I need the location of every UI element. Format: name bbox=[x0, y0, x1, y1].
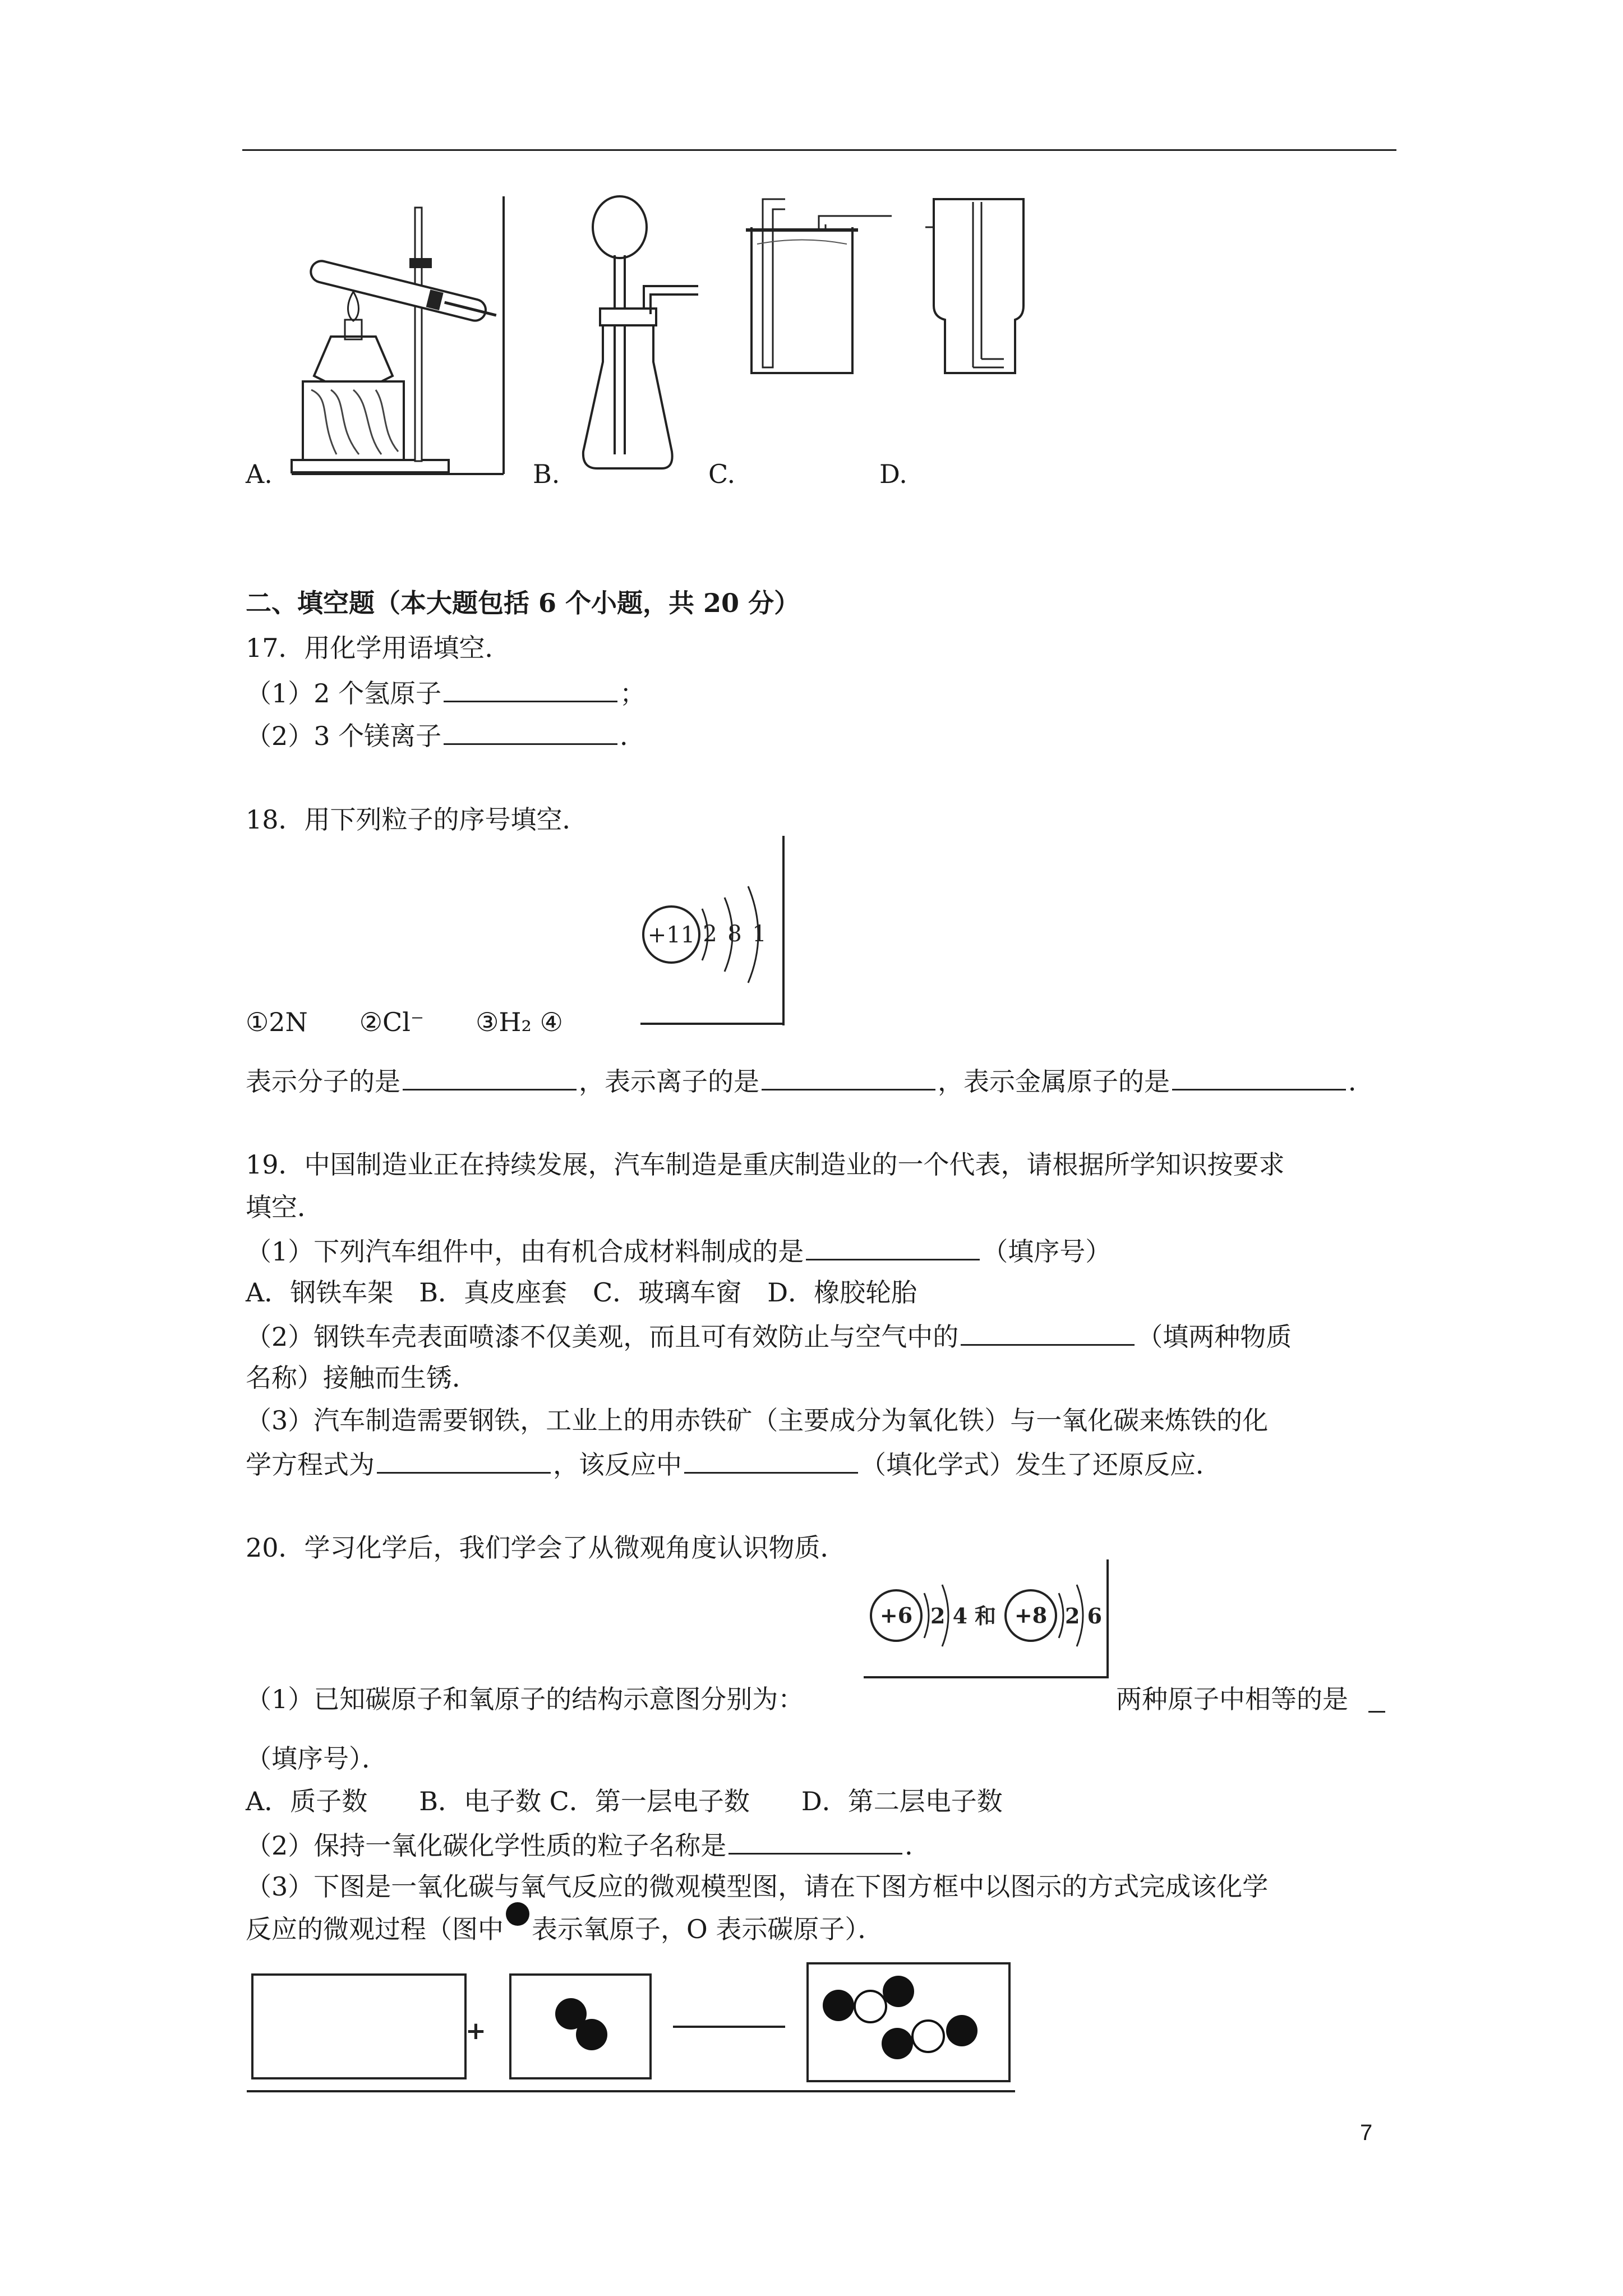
q18-answer2-text: ，表示离子的是 bbox=[579, 1066, 759, 1097]
header-rule bbox=[242, 149, 1396, 151]
option-b-label: B. bbox=[533, 459, 560, 489]
option-a-label: A. bbox=[246, 459, 273, 489]
q19-stem-line2: 填空． bbox=[246, 1192, 323, 1222]
q20-part2-text: （2）保持一氧化碳化学性质的粒子名称是 bbox=[246, 1830, 727, 1861]
answer-drawing-box bbox=[252, 1975, 465, 2078]
q19-part1-end: （填序号） bbox=[982, 1236, 1112, 1267]
reaction-model-diagram bbox=[247, 1961, 1021, 2095]
oxygen-atom bbox=[823, 1990, 854, 2021]
q18-ion-blank[interactable] bbox=[762, 1063, 935, 1091]
q20-part2-end: ． bbox=[905, 1830, 931, 1861]
carbon-atom bbox=[912, 2021, 944, 2052]
q20-part1-text: （1）已知碳原子和氧原子的结构示意图分别为： bbox=[246, 1684, 804, 1714]
q18-answer3-text: ，表示金属原子的是 bbox=[938, 1066, 1170, 1097]
nucleus-charge: +11 bbox=[647, 922, 695, 948]
oxygen-atom bbox=[883, 1976, 914, 2007]
q19-part3-line2 bbox=[246, 1446, 1221, 1481]
q18-answers bbox=[246, 1063, 1374, 1098]
option-c-label: C. bbox=[708, 459, 736, 489]
q20-stem: 20．学习化学后，我们学会了从微观角度认识物质． bbox=[246, 1533, 846, 1563]
carbon-atom bbox=[855, 1991, 886, 2022]
oxygen-shells: 2 6 bbox=[1064, 1603, 1103, 1628]
q19-formula-blank[interactable] bbox=[684, 1446, 858, 1474]
option-d-label: D. bbox=[879, 459, 907, 489]
q20-part1-options: A．质子数 B．电子数 C．第一层电子数 D．第二层电子数 bbox=[246, 1786, 1003, 1816]
sodium-atom-diagram bbox=[640, 836, 786, 1027]
q17-part1 bbox=[246, 675, 645, 710]
q18-molecule-blank[interactable] bbox=[403, 1063, 577, 1091]
q20-part1-equal: 两种原子中相等的是 bbox=[1116, 1684, 1348, 1714]
q19-part3-line1: （3）汽车制造需要钢铁，工业上的用赤铁矿（主要成分为氧化铁）与一氧化碳来炼铁的化 bbox=[246, 1405, 1269, 1435]
q19-part3-text: 学方程式为 bbox=[246, 1450, 375, 1480]
q17-part1-blank[interactable] bbox=[444, 675, 617, 702]
q20-part2-blank[interactable] bbox=[728, 1827, 902, 1855]
q20-part1-blank[interactable] bbox=[1368, 1711, 1385, 1713]
oxygen-atom bbox=[882, 2028, 913, 2059]
q20-part2 bbox=[246, 1827, 930, 1862]
diagram-joiner: 和 bbox=[974, 1603, 997, 1628]
q17-part1-text: （1）2 个氢原子 bbox=[246, 678, 442, 708]
apparatus-c-figure bbox=[740, 194, 897, 379]
q18-stem: 18．用下列粒子的序号填空． bbox=[246, 804, 588, 835]
q20-part3-line1: （3）下图是一氧化碳与氧气反应的微观模型图，请在下图方框中以图示的方式完成该化学 bbox=[246, 1871, 1269, 1902]
q17-part2 bbox=[246, 717, 645, 753]
shell-3-count: 1 bbox=[752, 921, 767, 947]
q19-part2-blank[interactable] bbox=[961, 1318, 1135, 1346]
shell-1-count: 2 bbox=[703, 921, 717, 947]
q17-part1-end: ； bbox=[620, 678, 646, 708]
apparatus-d-figure bbox=[925, 194, 1026, 379]
q18-metal-atom-blank[interactable] bbox=[1172, 1063, 1346, 1091]
q20-part3-legend-text: 表示氧原子，O 表示碳原子）． bbox=[532, 1914, 884, 1944]
apparatus-b-figure bbox=[578, 194, 701, 474]
q19-part2-end: （填两种物质 bbox=[1137, 1322, 1292, 1352]
oxygen-atom bbox=[946, 2015, 978, 2046]
oxygen-atom-legend-icon bbox=[506, 1902, 529, 1926]
q19-part2-line2: 名称）接触而生锈． bbox=[246, 1363, 478, 1393]
q19-part1 bbox=[246, 1233, 1111, 1268]
q18-particle-list: ①2N ②Cl⁻ ③H₂ ④ bbox=[246, 1007, 563, 1037]
q20-part3-line2 bbox=[246, 1912, 883, 1946]
q19-part2 bbox=[246, 1318, 1292, 1354]
q17-part2-text: （2）3 个镁离子 bbox=[246, 721, 442, 751]
q19-part3-mid: ，该反应中 bbox=[553, 1450, 682, 1480]
plus-sign: + bbox=[465, 2017, 486, 2045]
carbon-oxygen-atom-diagram bbox=[864, 1559, 1110, 1683]
q19-stem-line1: 19．中国制造业正在持续发展，汽车制造是重庆制造业的一个代表，请根据所学知识按要求 bbox=[246, 1149, 1285, 1180]
q19-equation-blank[interactable] bbox=[377, 1446, 551, 1474]
q17-part2-end: ． bbox=[620, 721, 646, 751]
shell-2-count: 8 bbox=[727, 921, 742, 947]
q20-part1-line2: （填序号）． bbox=[246, 1743, 388, 1774]
section-title: 二、填空题（本大题包括 6 个小题，共 20 分） bbox=[246, 588, 800, 618]
carbon-shells: 2 4 bbox=[930, 1603, 968, 1628]
q17-stem: 17．用化学用语填空． bbox=[246, 633, 511, 663]
q17-part2-blank[interactable] bbox=[444, 717, 617, 745]
q19-part2-text: （2）钢铁车壳表面喷漆不仅美观，而且可有效防止与空气中的 bbox=[246, 1322, 959, 1352]
q18-answer-end: ． bbox=[1348, 1066, 1374, 1097]
q20-part3-text: 反应的微观过程（图中 bbox=[246, 1914, 504, 1944]
oxygen-atom bbox=[576, 2019, 607, 2050]
q19-part1-text: （1）下列汽车组件中，由有机合成材料制成的是 bbox=[246, 1236, 804, 1267]
q19-part3-end: （填化学式）发生了还原反应． bbox=[860, 1450, 1221, 1480]
q19-part1-blank[interactable] bbox=[806, 1233, 980, 1260]
oxygen-nucleus: +8 bbox=[1014, 1603, 1048, 1628]
q19-part1-options: A．钢铁车架 B．真皮座套 C．玻璃车窗 D．橡胶轮胎 bbox=[246, 1277, 917, 1308]
page-number: 7 bbox=[1360, 2120, 1373, 2145]
carbon-nucleus: +6 bbox=[879, 1603, 913, 1628]
apparatus-a-figure bbox=[280, 196, 527, 477]
q18-answer1-text: 表示分子的是 bbox=[246, 1066, 400, 1097]
